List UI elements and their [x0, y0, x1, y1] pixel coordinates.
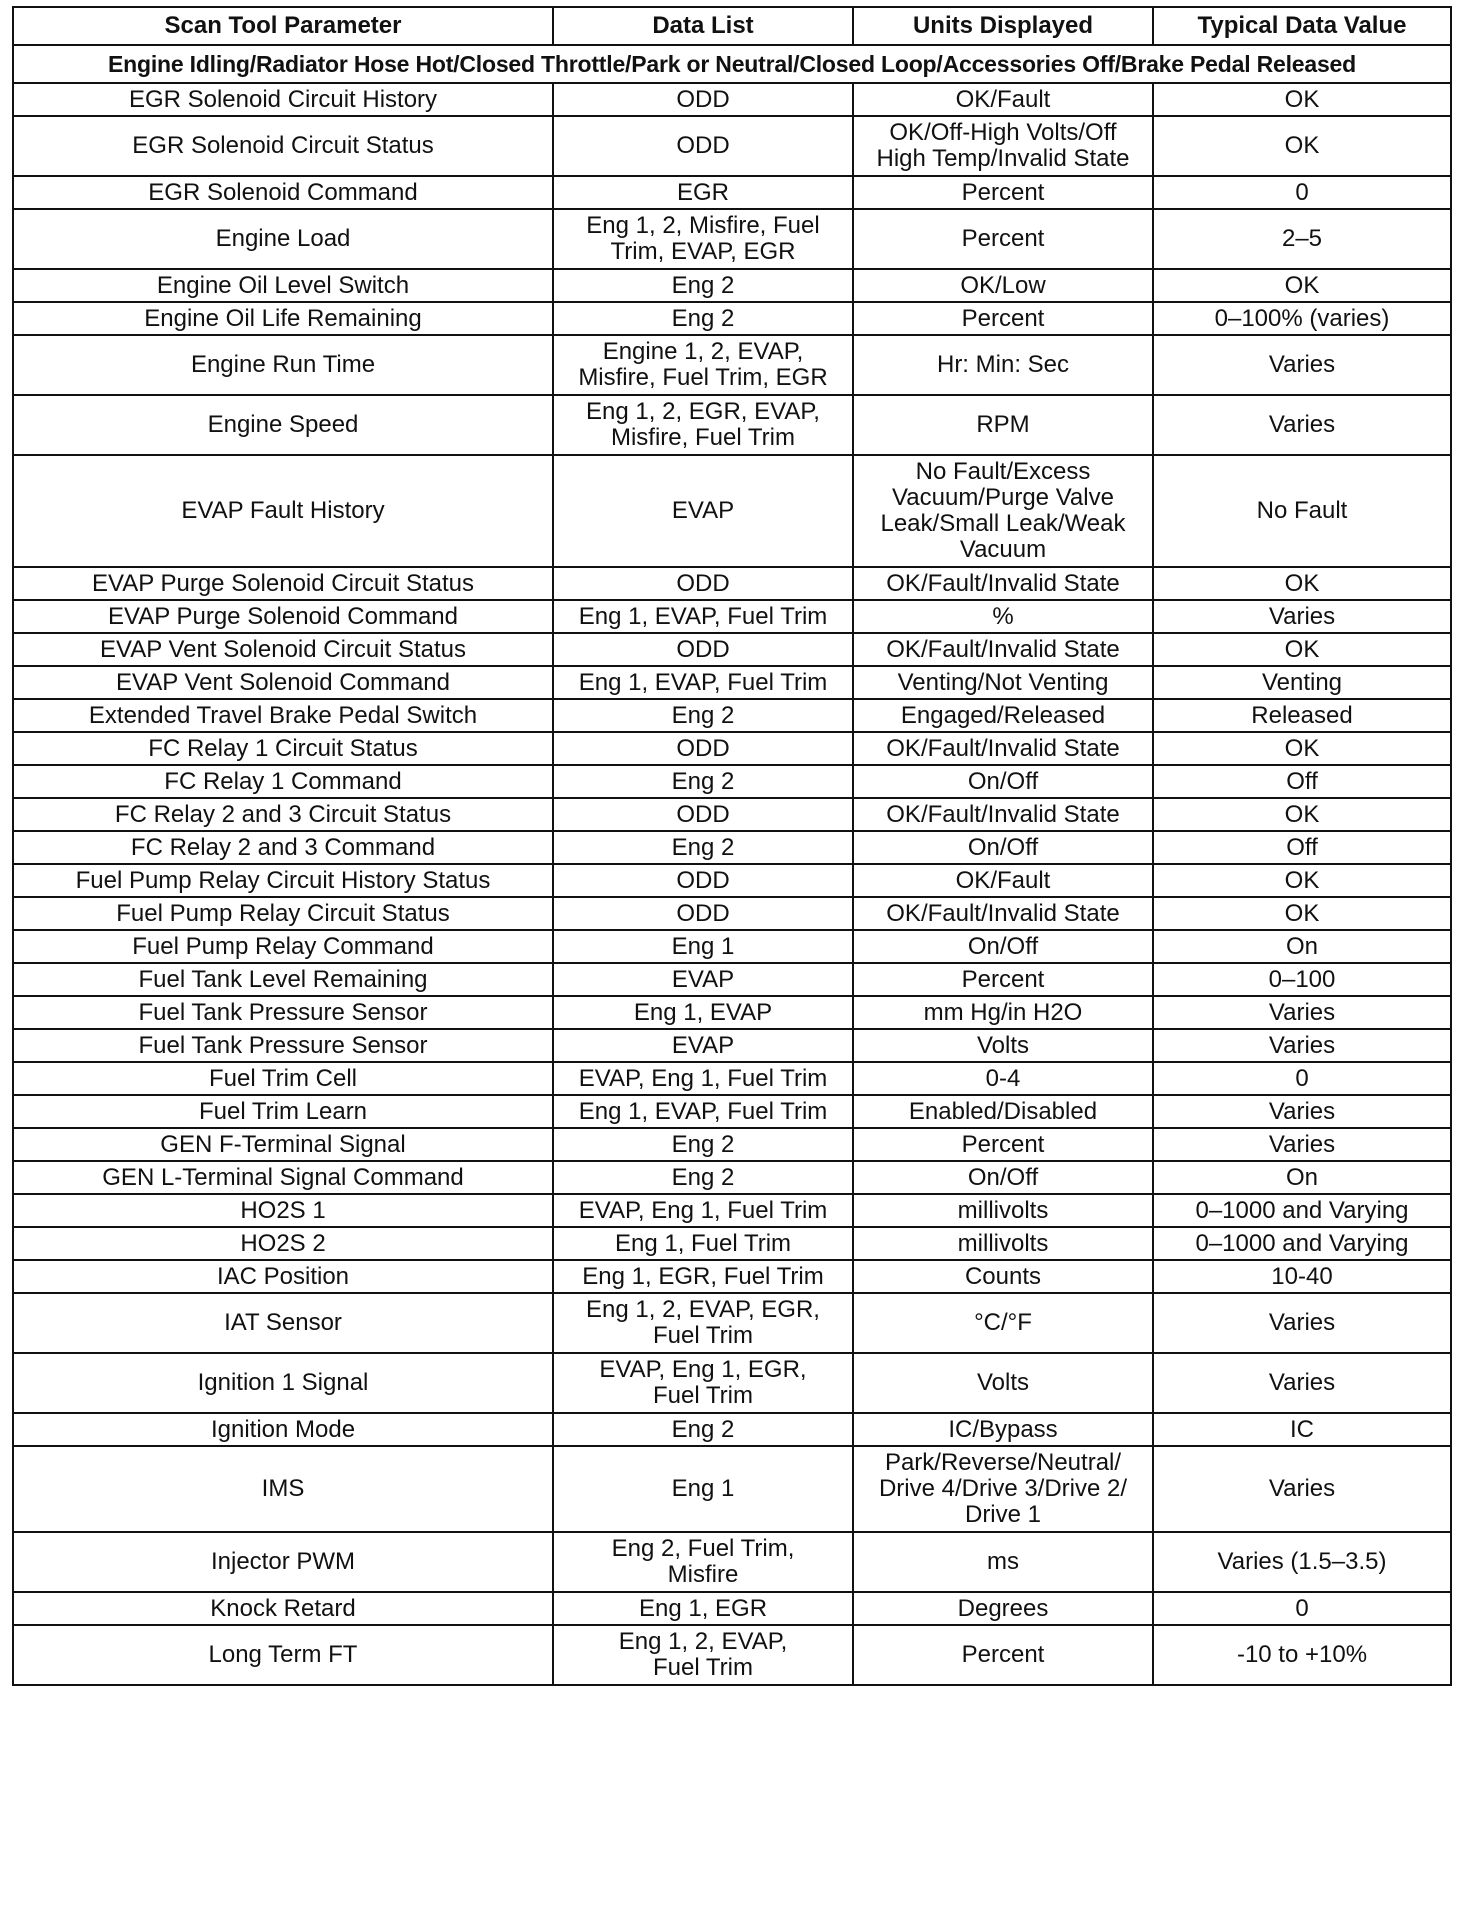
table-row: [13, 269, 1451, 302]
cell-scan-tool-parameter: HO2S 1: [13, 1194, 553, 1227]
data-list-line: EVAP, Eng 1, Fuel Trim: [578, 1196, 828, 1224]
cell-scan-tool-parameter: EVAP Purge Solenoid Circuit Status: [13, 567, 553, 600]
cell-units-displayed: [853, 930, 1153, 963]
cell-typical-data-value: 10-40: [1153, 1260, 1451, 1293]
cell-data-list: [553, 831, 853, 864]
data-list-line: EVAP: [671, 1031, 735, 1059]
data-list-line: ODD: [676, 569, 730, 597]
units-line: RPM: [976, 411, 1030, 438]
cell-typical-data-value: Varies: [1153, 996, 1451, 1029]
cell-data-list: [553, 699, 853, 732]
cell-scan-tool-parameter: FC Relay 2 and 3 Command: [13, 831, 553, 864]
table-row: [13, 567, 1451, 600]
cell-data-list: [553, 209, 853, 269]
table-row: [13, 335, 1451, 395]
cell-scan-tool-parameter: Injector PWM: [13, 1532, 553, 1592]
cell-scan-tool-parameter: Fuel Pump Relay Circuit History Status: [13, 864, 553, 897]
table-row: [13, 1446, 1451, 1532]
cell-units-displayed: [853, 1625, 1153, 1685]
cell-units-displayed: [853, 864, 1153, 897]
cell-data-list: [553, 1260, 853, 1293]
table-row: [13, 1592, 1451, 1625]
data-list-line: Eng 2: [671, 701, 735, 729]
units-line: Enabled/Disabled: [908, 1097, 1098, 1125]
units-line: OK/Fault/Invalid State: [886, 734, 1120, 762]
data-list-line: ODD: [676, 899, 730, 927]
table-row: [13, 1532, 1451, 1592]
units-line: OK/Fault: [955, 866, 1051, 894]
cell-units-displayed: [853, 1194, 1153, 1227]
cell-data-list: [553, 116, 853, 176]
cell-units-displayed: [853, 798, 1153, 831]
cell-typical-data-value: 2–5: [1153, 209, 1451, 269]
units-line: OK/Fault: [955, 85, 1051, 113]
scan-tool-data-page: [12, 6, 1450, 1686]
data-list-line: Eng 2: [671, 1163, 735, 1191]
units-line: Percent: [961, 1641, 1045, 1668]
test-condition: Engine Idling/Radiator Hose Hot/Closed Throttle/Park or Neutral/Closed Loop/Accessories Off/Brake Pedal Released: [13, 45, 1451, 83]
cell-data-list: [553, 1625, 853, 1685]
units-line: OK/Fault/Invalid State: [886, 569, 1120, 597]
cell-units-displayed: [853, 633, 1153, 666]
data-list-line: Eng 2: [671, 304, 735, 332]
data-list-line: ODD: [676, 132, 730, 159]
cell-data-list: [553, 1413, 853, 1446]
cell-data-list: [553, 996, 853, 1029]
cell-data-list: [553, 269, 853, 302]
table-row: [13, 930, 1451, 963]
units-line: Percent: [961, 178, 1045, 206]
data-list-line: Eng 2, Fuel Trim,: [611, 1535, 795, 1562]
condition-row: [13, 45, 1451, 83]
cell-typical-data-value: 0–1000 and Varying: [1153, 1227, 1451, 1260]
cell-scan-tool-parameter: Fuel Pump Relay Command: [13, 930, 553, 963]
units-line: Vacuum/Purge Valve: [892, 484, 1114, 511]
units-line: No Fault/Excess: [915, 458, 1091, 485]
cell-scan-tool-parameter: Extended Travel Brake Pedal Switch: [13, 699, 553, 732]
units-line: ms: [987, 1548, 1019, 1575]
table-row: [13, 1062, 1451, 1095]
cell-data-list: [553, 1592, 853, 1625]
table-row: [13, 798, 1451, 831]
header-data-list: Data List: [553, 7, 853, 45]
units-line: Percent: [961, 965, 1045, 993]
data-list-line: EGR: [676, 178, 729, 206]
cell-typical-data-value: 0–1000 and Varying: [1153, 1194, 1451, 1227]
units-line: Volts: [976, 1369, 1030, 1396]
cell-scan-tool-parameter: IMS: [13, 1446, 553, 1532]
cell-data-list: [553, 963, 853, 996]
cell-units-displayed: [853, 83, 1153, 116]
units-line: millivolts: [957, 1196, 1049, 1224]
data-list-line: Eng 1, 2, EVAP, EGR,: [586, 1296, 820, 1323]
data-list-line: Trim, EVAP, EGR: [610, 238, 796, 265]
table-row: [13, 1260, 1451, 1293]
cell-data-list: [553, 600, 853, 633]
cell-scan-tool-parameter: EVAP Vent Solenoid Command: [13, 666, 553, 699]
data-list-line: Eng 2: [671, 833, 735, 861]
data-list-line: EVAP: [671, 497, 735, 524]
cell-scan-tool-parameter: Fuel Tank Pressure Sensor: [13, 1029, 553, 1062]
data-list-line: ODD: [676, 866, 730, 894]
cell-typical-data-value: Varies (1.5–3.5): [1153, 1532, 1451, 1592]
units-line: Degrees: [957, 1594, 1049, 1622]
data-list-line: Misfire, Fuel Trim, EGR: [578, 364, 828, 391]
cell-units-displayed: [853, 1062, 1153, 1095]
cell-scan-tool-parameter: GEN L-Terminal Signal Command: [13, 1161, 553, 1194]
cell-data-list: [553, 395, 853, 455]
table-row: [13, 1353, 1451, 1413]
cell-data-list: [553, 1293, 853, 1353]
cell-scan-tool-parameter: Engine Oil Level Switch: [13, 269, 553, 302]
units-line: IC/Bypass: [948, 1415, 1058, 1443]
cell-data-list: [553, 864, 853, 897]
cell-units-displayed: [853, 1532, 1153, 1592]
table-row: [13, 699, 1451, 732]
cell-data-list: [553, 930, 853, 963]
cell-units-displayed: [853, 1353, 1153, 1413]
data-list-line: EVAP: [671, 965, 735, 993]
cell-scan-tool-parameter: EGR Solenoid Circuit History: [13, 83, 553, 116]
table-row: [13, 831, 1451, 864]
units-line: 0-4: [985, 1064, 1021, 1092]
cell-typical-data-value: OK: [1153, 897, 1451, 930]
data-list-line: Eng 1, Fuel Trim: [614, 1229, 792, 1257]
cell-typical-data-value: 0: [1153, 1592, 1451, 1625]
header-row: [13, 7, 1451, 45]
table-row: [13, 209, 1451, 269]
cell-typical-data-value: On: [1153, 930, 1451, 963]
units-line: Counts: [964, 1262, 1042, 1290]
cell-typical-data-value: OK: [1153, 269, 1451, 302]
cell-units-displayed: [853, 1161, 1153, 1194]
cell-data-list: [553, 1446, 853, 1532]
cell-units-displayed: [853, 302, 1153, 335]
table-row: [13, 600, 1451, 633]
table-row: [13, 1161, 1451, 1194]
units-line: Hr: Min: Sec: [936, 351, 1070, 378]
units-line: Venting/Not Venting: [897, 668, 1109, 696]
units-line: High Temp/Invalid State: [876, 145, 1130, 172]
cell-scan-tool-parameter: Ignition Mode: [13, 1413, 553, 1446]
cell-units-displayed: [853, 765, 1153, 798]
data-list-line: Fuel Trim: [652, 1322, 753, 1349]
cell-typical-data-value: IC: [1153, 1413, 1451, 1446]
cell-scan-tool-parameter: HO2S 2: [13, 1227, 553, 1260]
cell-scan-tool-parameter: Long Term FT: [13, 1625, 553, 1685]
cell-data-list: [553, 567, 853, 600]
cell-data-list: [553, 732, 853, 765]
header-typical-data-value: Typical Data Value: [1153, 7, 1451, 45]
cell-units-displayed: [853, 1293, 1153, 1353]
table-row: [13, 1293, 1451, 1353]
cell-typical-data-value: Varies: [1153, 1353, 1451, 1413]
units-line: °C/°F: [974, 1309, 1032, 1336]
cell-units-displayed: [853, 269, 1153, 302]
cell-units-displayed: [853, 1260, 1153, 1293]
table-row: [13, 864, 1451, 897]
cell-units-displayed: [853, 1095, 1153, 1128]
cell-units-displayed: [853, 335, 1153, 395]
units-line: On/Off: [967, 833, 1039, 861]
table-row: [13, 302, 1451, 335]
cell-data-list: [553, 1194, 853, 1227]
table-row: [13, 83, 1451, 116]
table-row: [13, 633, 1451, 666]
cell-typical-data-value: Venting: [1153, 666, 1451, 699]
cell-typical-data-value: 0: [1153, 1062, 1451, 1095]
cell-typical-data-value: Released: [1153, 699, 1451, 732]
table-row: [13, 963, 1451, 996]
cell-data-list: [553, 1029, 853, 1062]
units-line: millivolts: [957, 1229, 1049, 1257]
data-list-line: ODD: [676, 635, 730, 663]
cell-typical-data-value: No Fault: [1153, 455, 1451, 567]
cell-data-list: [553, 897, 853, 930]
units-line: Vacuum: [959, 536, 1047, 563]
data-list-line: Eng 1, 2, Misfire, Fuel: [586, 212, 820, 239]
cell-units-displayed: [853, 699, 1153, 732]
units-line: OK/Low: [960, 271, 1046, 299]
scan-tool-data-table: [12, 6, 1452, 1686]
table-row: [13, 1413, 1451, 1446]
cell-data-list: [553, 335, 853, 395]
data-list-line: EVAP, Eng 1, EGR,: [599, 1356, 807, 1383]
cell-scan-tool-parameter: Fuel Pump Relay Circuit Status: [13, 897, 553, 930]
units-line: Leak/Small Leak/Weak: [880, 510, 1126, 537]
data-list-line: Eng 1, EGR: [638, 1594, 768, 1622]
cell-units-displayed: [853, 1029, 1153, 1062]
cell-units-displayed: [853, 996, 1153, 1029]
table-row: [13, 1029, 1451, 1062]
cell-units-displayed: [853, 600, 1153, 633]
data-list-line: ODD: [676, 800, 730, 828]
cell-units-displayed: [853, 1446, 1153, 1532]
cell-scan-tool-parameter: FC Relay 1 Circuit Status: [13, 732, 553, 765]
data-list-line: Eng 1, 2, EVAP,: [618, 1628, 788, 1655]
cell-typical-data-value: OK: [1153, 116, 1451, 176]
table-row: [13, 1227, 1451, 1260]
header-scan-tool-parameter: Scan Tool Parameter: [13, 7, 553, 45]
cell-units-displayed: [853, 732, 1153, 765]
cell-units-displayed: [853, 176, 1153, 209]
data-list-line: Eng 1, EVAP, Fuel Trim: [578, 668, 828, 696]
cell-scan-tool-parameter: IAT Sensor: [13, 1293, 553, 1353]
cell-scan-tool-parameter: Engine Load: [13, 209, 553, 269]
cell-scan-tool-parameter: Fuel Trim Learn: [13, 1095, 553, 1128]
data-list-line: Engine 1, 2, EVAP,: [602, 338, 804, 365]
table-row: [13, 116, 1451, 176]
units-line: Volts: [976, 1031, 1030, 1059]
cell-data-list: [553, 1128, 853, 1161]
units-line: OK/Off-High Volts/Off: [889, 119, 1117, 146]
cell-units-displayed: [853, 831, 1153, 864]
units-line: %: [992, 602, 1014, 630]
table-row: [13, 1194, 1451, 1227]
cell-typical-data-value: Varies: [1153, 395, 1451, 455]
cell-scan-tool-parameter: IAC Position: [13, 1260, 553, 1293]
cell-typical-data-value: OK: [1153, 83, 1451, 116]
data-list-line: ODD: [676, 734, 730, 762]
cell-scan-tool-parameter: Fuel Tank Level Remaining: [13, 963, 553, 996]
units-line: Engaged/Released: [900, 701, 1106, 729]
cell-data-list: [553, 666, 853, 699]
cell-scan-tool-parameter: FC Relay 1 Command: [13, 765, 553, 798]
cell-typical-data-value: Varies: [1153, 1029, 1451, 1062]
units-line: Park/Reverse/Neutral/: [884, 1449, 1122, 1476]
cell-data-list: [553, 176, 853, 209]
cell-typical-data-value: Off: [1153, 831, 1451, 864]
cell-data-list: [553, 302, 853, 335]
cell-typical-data-value: 0–100: [1153, 963, 1451, 996]
cell-data-list: [553, 455, 853, 567]
cell-units-displayed: [853, 1592, 1153, 1625]
cell-scan-tool-parameter: GEN F-Terminal Signal: [13, 1128, 553, 1161]
units-line: OK/Fault/Invalid State: [886, 800, 1120, 828]
cell-scan-tool-parameter: Engine Oil Life Remaining: [13, 302, 553, 335]
units-line: Percent: [961, 225, 1045, 252]
data-list-line: Eng 2: [671, 767, 735, 795]
cell-data-list: [553, 1353, 853, 1413]
cell-typical-data-value: Varies: [1153, 1446, 1451, 1532]
cell-units-displayed: [853, 116, 1153, 176]
table-row: [13, 765, 1451, 798]
cell-units-displayed: [853, 209, 1153, 269]
data-list-line: Eng 1, EVAP, Fuel Trim: [578, 602, 828, 630]
header-units-displayed: Units Displayed: [853, 7, 1153, 45]
cell-units-displayed: [853, 963, 1153, 996]
cell-scan-tool-parameter: EGR Solenoid Circuit Status: [13, 116, 553, 176]
cell-typical-data-value: OK: [1153, 633, 1451, 666]
cell-data-list: [553, 1227, 853, 1260]
cell-units-displayed: [853, 1227, 1153, 1260]
cell-scan-tool-parameter: EVAP Purge Solenoid Command: [13, 600, 553, 633]
units-line: Drive 1: [964, 1501, 1042, 1528]
units-line: On/Off: [967, 1163, 1039, 1191]
data-list-line: Misfire: [667, 1561, 739, 1588]
cell-data-list: [553, 765, 853, 798]
cell-data-list: [553, 1095, 853, 1128]
cell-scan-tool-parameter: EVAP Vent Solenoid Circuit Status: [13, 633, 553, 666]
cell-typical-data-value: OK: [1153, 864, 1451, 897]
data-list-line: ODD: [676, 85, 730, 113]
table-row: [13, 1095, 1451, 1128]
cell-typical-data-value: Varies: [1153, 335, 1451, 395]
cell-scan-tool-parameter: Fuel Trim Cell: [13, 1062, 553, 1095]
units-line: OK/Fault/Invalid State: [886, 635, 1120, 663]
cell-scan-tool-parameter: Engine Run Time: [13, 335, 553, 395]
cell-units-displayed: [853, 1128, 1153, 1161]
cell-units-displayed: [853, 395, 1153, 455]
cell-typical-data-value: OK: [1153, 798, 1451, 831]
data-list-line: Fuel Trim: [652, 1654, 753, 1681]
data-list-line: Fuel Trim: [652, 1382, 753, 1409]
units-line: Drive 4/Drive 3/Drive 2/: [878, 1475, 1128, 1502]
table-row: [13, 897, 1451, 930]
data-list-line: Eng 1, EGR, Fuel Trim: [582, 1262, 824, 1290]
table-row: [13, 395, 1451, 455]
cell-typical-data-value: On: [1153, 1161, 1451, 1194]
cell-typical-data-value: Varies: [1153, 1128, 1451, 1161]
cell-typical-data-value: Off: [1153, 765, 1451, 798]
table-row: [13, 176, 1451, 209]
data-list-line: Eng 1, EVAP, Fuel Trim: [578, 1097, 828, 1125]
cell-scan-tool-parameter: Knock Retard: [13, 1592, 553, 1625]
cell-typical-data-value: -10 to +10%: [1153, 1625, 1451, 1685]
cell-data-list: [553, 1532, 853, 1592]
cell-data-list: [553, 633, 853, 666]
cell-typical-data-value: Varies: [1153, 1095, 1451, 1128]
data-list-line: EVAP, Eng 1, Fuel Trim: [578, 1064, 828, 1092]
table-row: [13, 1128, 1451, 1161]
data-list-line: Misfire, Fuel Trim: [610, 424, 795, 451]
data-list-line: Eng 1: [671, 1475, 735, 1502]
table-row: [13, 455, 1451, 567]
cell-scan-tool-parameter: EGR Solenoid Command: [13, 176, 553, 209]
data-list-line: Eng 2: [671, 1415, 735, 1443]
cell-typical-data-value: 0: [1153, 176, 1451, 209]
cell-scan-tool-parameter: Ignition 1 Signal: [13, 1353, 553, 1413]
units-line: mm Hg/in H2O: [923, 998, 1083, 1026]
units-line: On/Off: [967, 767, 1039, 795]
cell-units-displayed: [853, 567, 1153, 600]
cell-typical-data-value: Varies: [1153, 1293, 1451, 1353]
cell-scan-tool-parameter: Fuel Tank Pressure Sensor: [13, 996, 553, 1029]
cell-typical-data-value: Varies: [1153, 600, 1451, 633]
cell-data-list: [553, 798, 853, 831]
cell-scan-tool-parameter: EVAP Fault History: [13, 455, 553, 567]
table-row: [13, 996, 1451, 1029]
cell-typical-data-value: OK: [1153, 732, 1451, 765]
cell-data-list: [553, 83, 853, 116]
cell-data-list: [553, 1062, 853, 1095]
data-list-line: Eng 2: [671, 271, 735, 299]
units-line: OK/Fault/Invalid State: [886, 899, 1120, 927]
data-list-line: Eng 2: [671, 1130, 735, 1158]
cell-scan-tool-parameter: Engine Speed: [13, 395, 553, 455]
cell-units-displayed: [853, 666, 1153, 699]
data-list-line: Eng 1, EVAP: [633, 998, 773, 1026]
data-list-line: Eng 1, 2, EGR, EVAP,: [586, 398, 820, 425]
table-row: [13, 1625, 1451, 1685]
units-line: On/Off: [967, 932, 1039, 960]
cell-typical-data-value: 0–100% (varies): [1153, 302, 1451, 335]
cell-units-displayed: [853, 1413, 1153, 1446]
table-row: [13, 666, 1451, 699]
cell-data-list: [553, 1161, 853, 1194]
data-list-line: Eng 1: [671, 932, 735, 960]
units-line: Percent: [961, 1130, 1045, 1158]
cell-typical-data-value: OK: [1153, 567, 1451, 600]
cell-scan-tool-parameter: FC Relay 2 and 3 Circuit Status: [13, 798, 553, 831]
units-line: Percent: [961, 304, 1045, 332]
cell-units-displayed: [853, 455, 1153, 567]
cell-units-displayed: [853, 897, 1153, 930]
table-row: [13, 732, 1451, 765]
